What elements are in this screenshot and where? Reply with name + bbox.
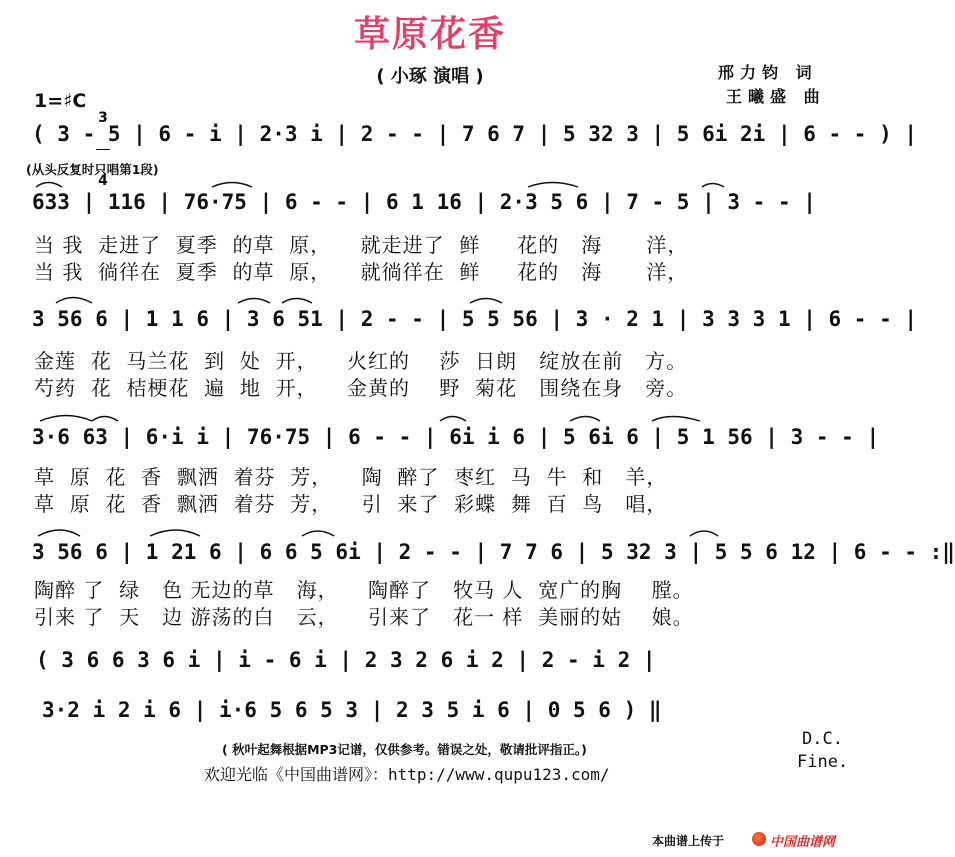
composer-credit: 王曦盛 曲 [726, 87, 826, 106]
lyric-row-4-verse-1: 陶醉 了 绿 色 无边的草 海， 陶醉了 牧马 人 宽广的胸 膛。 [34, 578, 694, 602]
lyricist-credit: 邢力钧 词 [718, 63, 818, 82]
notation-row-1: 633 | 116 | 76·75 | 6 - - | 6 1 16 | 2·3 5 6 | 7 - 5 | 3 - - | [32, 190, 816, 214]
upload-note: 本曲谱上传于 [652, 834, 725, 848]
slur [282, 299, 312, 304]
site-logo-text: 中国曲谱网 [770, 835, 836, 850]
slur [702, 184, 724, 188]
notation-row-4: 3 56 6 | 1 21 6 | 6 6 5 6i | 2 - - | 7 7 6 | 5 32 3 | 5 5 6 12 | 6 - - :‖ [32, 540, 955, 564]
lyric-row-3-verse-1: 草 原 花 香 飘洒 着芬 芳， 陶 醉了 枣红 马 牛 和 羊， [34, 465, 668, 489]
page-title: 草原花香 [353, 14, 506, 55]
slur [570, 417, 600, 422]
slur [36, 183, 62, 188]
slur [212, 183, 252, 188]
slur [150, 530, 200, 536]
slur [652, 417, 700, 422]
welcome-line: 欢迎光临《中国曲谱网》：http://www.qupu123.com/ [204, 765, 610, 784]
fine-marking: Fine. [797, 752, 849, 772]
slur [38, 530, 80, 536]
key-signature: 1=♯C [34, 90, 87, 112]
dc-marking: D.C. [802, 729, 843, 749]
notation-row-interlude-1: ( 3 6 6 3 6 i | i - 6 i | 2 3 2 6 i 2 | 2 - i 2 | [36, 648, 656, 672]
slur [440, 417, 466, 422]
time-signature-bottom: 4 [98, 173, 108, 189]
slur [302, 531, 334, 536]
lyric-row-3-verse-2: 草 原 花 香 飘洒 着芬 芳， 引 来了 彩蝶 舞 百 鸟 唱， [34, 492, 668, 516]
notation-row-interlude-2: 3·2 i 2 i 6 | i·6 5 6 5 3 | 2 3 5 i 6 | 0 5 6 ) ‖ [42, 698, 662, 722]
lyric-row-1-verse-2: 当 我 徜徉在 夏季 的草 原， 就徜徉在 鲜 花的 海 洋， [34, 260, 689, 284]
notation-row-3: 3·6 63 | 6·i i | 76·75 | 6 - - | 6i i 6 | 5 6i 6 | 5 1 56 | 3 - - | [32, 425, 880, 449]
transcription-note: ( 秋叶起舞根据MP3记谱，仅供参考。错误之处，敬请批评指正。) [222, 742, 587, 757]
singer-line: ( 小琢 演唱 ) [376, 66, 484, 87]
slur [56, 298, 92, 304]
slur [470, 299, 502, 304]
notation-row-intro: ( 3 - 5 | 6 - i | 2·3 i | 2 - - | 7 6 7 | 5 32 3 | 5 6i 2i | 6 - - ) | [32, 122, 918, 146]
slur [690, 531, 718, 536]
lyric-row-4-verse-2: 引来 了 天 边 游荡的白 云， 引来了 花一 样 美丽的姑 娘。 [34, 605, 694, 629]
lyric-row-1-verse-1: 当 我 走进了 夏季 的草 原， 就走进了 鲜 花的 海 洋， [34, 233, 689, 257]
time-signature-top: 3 [98, 110, 108, 126]
slur [238, 299, 270, 304]
slur [528, 183, 578, 188]
lyric-row-2-verse-1: 金莲 花 马兰花 到 处 开， 火红的 莎 日朗 绽放在前 方。 [34, 349, 688, 373]
lyric-row-2-verse-2: 芍药 花 桔梗花 遍 地 开， 金黄的 野 菊花 围绕在身 旁。 [34, 376, 688, 400]
repeat-note: (从头反复时只唱第1段) [26, 162, 159, 177]
notation-row-2: 3 56 6 | 1 1 6 | 3 6 51 | 2 - - | 5 5 56 | 3 · 2 1 | 3 3 3 1 | 6 - - | [32, 307, 918, 331]
slur [40, 416, 92, 422]
slur [92, 417, 118, 422]
